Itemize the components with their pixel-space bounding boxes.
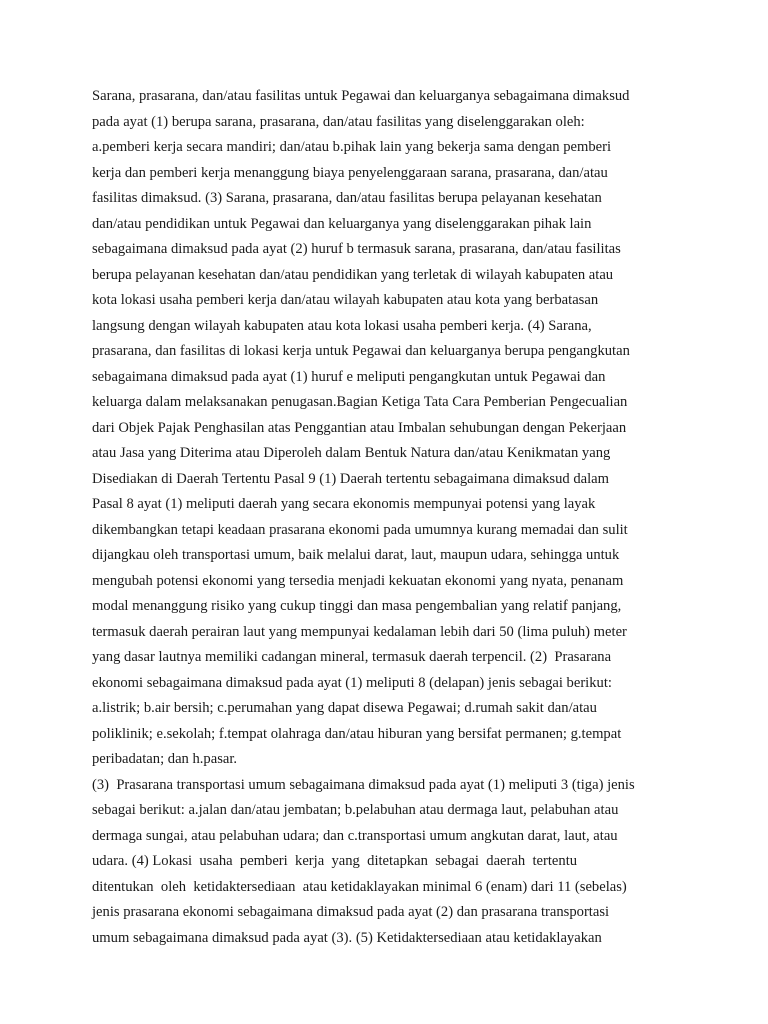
- document-text-line: sebagai berikut: a.jalan dan/atau jembatan; b.pelabuhan atau dermaga laut, pelabuhan atau: [92, 802, 619, 818]
- document-text-line: prasarana, dan fasilitas di lokasi kerja untuk Pegawai dan keluarganya berupa pengangkutan: [92, 343, 630, 359]
- document-text-line: udara. (4) Lokasi usaha pemberi kerja yang ditetapkan sebagai daerah tertentu: [92, 853, 578, 869]
- document-text-line: jenis prasarana ekonomi sebagaimana dimaksud pada ayat (2) dan prasarana transportasi: [92, 904, 610, 920]
- document-text-line: modal menanggung risiko yang cukup tinggi dan masa pengembalian yang relatif panjang,: [92, 598, 622, 614]
- document-text-line: peribadatan; dan h.pasar.: [92, 751, 238, 767]
- document-text-line: sebagaimana dimaksud pada ayat (1) huruf e meliputi pengangkutan untuk Pegawai dan: [92, 368, 606, 385]
- document-text-line: mengubah potensi ekonomi yang tersedia menjadi kekuatan ekonomi yang nyata, penanam: [92, 572, 624, 589]
- document-text-line: pada ayat (1) berupa sarana, prasarana, dan/atau fasilitas yang diselenggarakan oleh:: [92, 113, 585, 130]
- document-text-line: dermaga sungai, atau pelabuhan udara; dan c.transportasi umum angkutan darat, laut, atau: [92, 827, 618, 844]
- document-text-line: keluarga dalam melaksanakan penugasan.Bagian Ketiga Tata Cara Pemberian Pengecualian: [92, 394, 628, 410]
- document-text-line: langsung dengan wilayah kabupaten atau kota lokasi usaha pemberi kerja. (4) Sarana,: [92, 317, 592, 334]
- document-text-line: (3) Prasarana transportasi umum sebagaimana dimaksud pada ayat (1) meliputi 3 (tiga) jenis: [92, 776, 635, 793]
- document-text-line: yang dasar lautnya memiliki cadangan mineral, termasuk daerah terpencil. (2) Prasarana: [92, 649, 612, 665]
- document-text-line: fasilitas dimaksud. (3) Sarana, prasarana, dan/atau fasilitas berupa pelayanan kesehatan: [92, 190, 602, 206]
- document-text-line: umum sebagaimana dimaksud pada ayat (3). (5) Ketidaktersediaan atau ketidaklayakan: [92, 929, 602, 946]
- document-text-line: ekonomi sebagaimana dimaksud pada ayat (1) meliputi 8 (delapan) jenis sebagai berikut:: [92, 674, 612, 691]
- document-text-line: dan/atau pendidikan untuk Pegawai dan keluarganya yang diselenggarakan pihak lain: [92, 215, 592, 232]
- document-text-line: ditentukan oleh ketidaktersediaan atau ketidaklayakan minimal 6 (enam) dari 11 (sebelas): [92, 878, 627, 895]
- document-text-line: Pasal 8 ayat (1) meliputi daerah yang secara ekonomis mempunyai potensi yang layak: [92, 496, 596, 512]
- document-text-line: dijangkau oleh transportasi umum, baik melalui darat, laut, maupun udara, sehingga untuk: [92, 547, 620, 563]
- document-text-line: sebagaimana dimaksud pada ayat (2) huruf b termasuk sarana, prasarana, dan/atau fasilitas: [92, 241, 621, 257]
- document-text-line: Disediakan di Daerah Tertentu Pasal 9 (1) Daerah tertentu sebagaimana dimaksud dalam: [92, 470, 610, 487]
- document-text-line: a.pemberi kerja secara mandiri; dan/atau b.pihak lain yang bekerja sama dengan pemberi: [92, 139, 612, 155]
- document-text-line: termasuk daerah perairan laut yang mempunyai kedalaman lebih dari 50 (lima puluh) meter: [92, 623, 627, 640]
- document-text-line: atau Jasa yang Diterima atau Diperoleh dalam Bentuk Natura dan/atau Kenikmatan yang: [92, 445, 611, 461]
- document-text-line: Sarana, prasarana, dan/atau fasilitas untuk Pegawai dan keluarganya sebagaimana dimaksud: [92, 88, 630, 104]
- document-text-line: kota lokasi usaha pemberi kerja dan/atau wilayah kabupaten atau kota yang berbatasan: [92, 292, 599, 308]
- document-text-line: berupa pelayanan kesehatan dan/atau pendidikan yang terletak di wilayah kabupaten atau: [92, 266, 614, 283]
- document-text-line: a.listrik; b.air bersih; c.perumahan yang dapat disewa Pegawai; d.rumah sakit dan/atau: [92, 700, 597, 716]
- document-text-line: dari Objek Pajak Penghasilan atas Penggantian atau Imbalan sehubungan dengan Pekerjaan: [92, 419, 627, 436]
- document-body: [92, 84, 692, 951]
- document-text-line: poliklinik; e.sekolah; f.tempat olahraga dan/atau hiburan yang bersifat permanen; g.tempat: [92, 725, 622, 742]
- document-text-line: dikembangkan tetapi keadaan prasarana ekonomi pada umumnya kurang memadai dan sulit: [92, 521, 628, 538]
- document-text-line: kerja dan pemberi kerja menanggung biaya penyelenggaraan sarana, prasarana, dan/atau: [92, 164, 608, 181]
